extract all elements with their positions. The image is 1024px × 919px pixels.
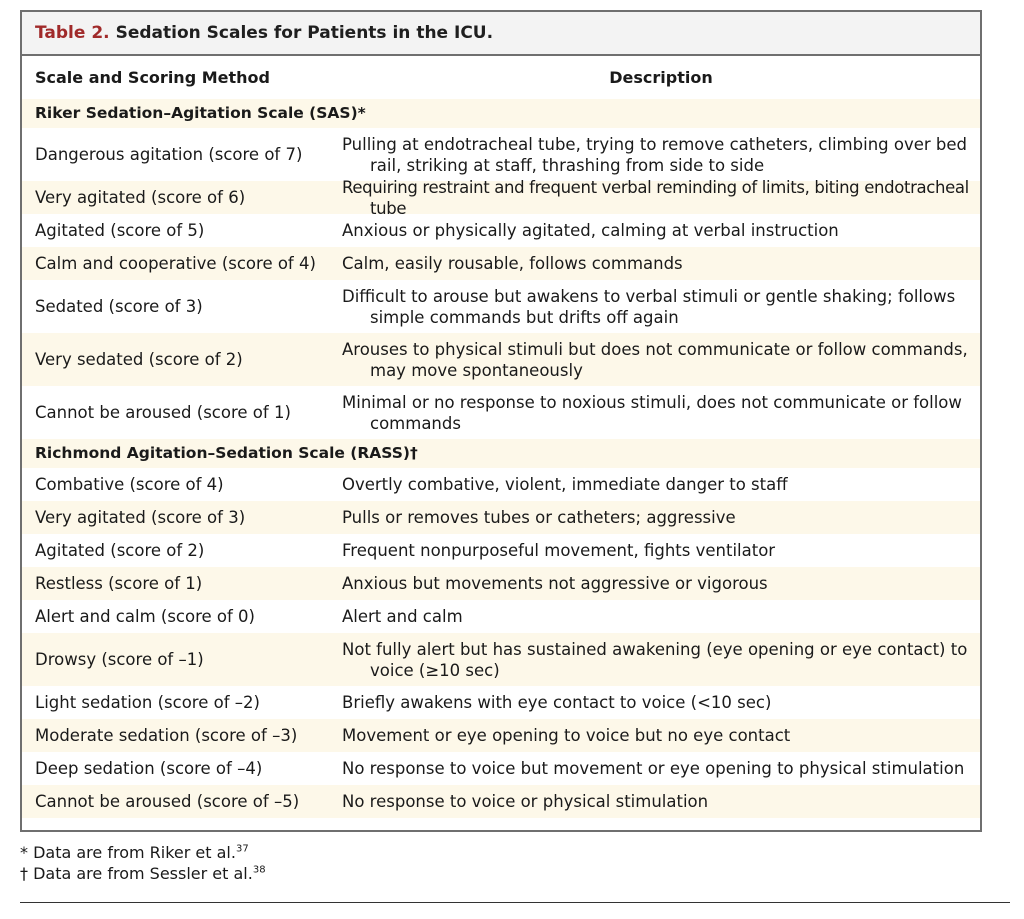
scale-cell: Drowsy (score of –1) (35, 650, 204, 669)
table-row (22, 567, 980, 600)
scale-cell: Agitated (score of 5) (35, 221, 205, 240)
table-row (22, 177, 980, 218)
footnote-sessler (20, 863, 266, 884)
section-header-sas: Riker Sedation–Agitation Scale (SAS)* (22, 99, 980, 128)
bottom-divider (20, 902, 1010, 903)
scale-cell: Combative (score of 4) (35, 475, 224, 494)
scale-cell: Agitated (score of 2) (35, 541, 205, 560)
scale-cell: Very agitated (score of 6) (35, 188, 246, 207)
description-cell: Anxious or physically agitated, calming at verbal instruction (342, 221, 839, 240)
description-cell: Pulling at endotracheal tube, trying to remove catheters, climbing over bed rail, striking at staff, thrashing from side to side (342, 134, 968, 175)
table-row (22, 333, 980, 386)
description-cell: Arouses to physical stimuli but does not communicate or follow commands, may move spontaneously (342, 339, 968, 380)
table-row (22, 386, 980, 439)
sedation-scales-table (20, 10, 982, 832)
description-cell: Not fully alert but has sustained awakening (eye opening or eye contact) to voice (≥10 sec) (342, 639, 968, 680)
scale-cell: Cannot be aroused (score of –5) (35, 792, 300, 811)
footnote-text: * Data are from Riker et al. (20, 843, 236, 862)
scale-cell: Alert and calm (score of 0) (35, 607, 255, 626)
table-row (22, 501, 980, 534)
table-row (22, 633, 980, 686)
description-cell: Minimal or no response to noxious stimuli, does not communicate or follow commands (342, 392, 962, 433)
description-cell: No response to voice but movement or eye opening to physical stimulation (342, 759, 965, 778)
description-cell: Calm, easily rousable, follows commands (342, 254, 683, 273)
scale-cell: Deep sedation (score of –4) (35, 759, 263, 778)
table-caption (22, 12, 980, 56)
table-row (22, 600, 980, 633)
column-header-row (22, 56, 980, 99)
table-row (22, 686, 980, 719)
description-cell: Briefly awakens with eye contact to voice (<10 sec) (342, 693, 772, 712)
column-header-scale: Scale and Scoring Method (35, 68, 270, 87)
footnote-riker (20, 842, 266, 863)
scale-cell: Moderate sedation (score of –3) (35, 726, 298, 745)
footnote-text: † Data are from Sessler et al. (20, 864, 253, 883)
description-cell: Frequent nonpurposeful movement, fights ventilator (342, 541, 776, 560)
scale-cell: Sedated (score of 3) (35, 297, 203, 316)
table-title: Sedation Scales for Patients in the ICU. (115, 23, 494, 43)
table-row (22, 785, 980, 818)
description-cell: Anxious but movements not aggressive or vigorous (342, 574, 768, 593)
table-row (22, 534, 980, 567)
scale-cell: Calm and cooperative (score of 4) (35, 254, 316, 273)
scale-cell: Cannot be aroused (score of 1) (35, 403, 291, 422)
scale-cell: Very agitated (score of 3) (35, 508, 246, 527)
section-header-rass: Richmond Agitation–Sedation Scale (RASS)† (22, 439, 980, 468)
footnotes (20, 842, 266, 884)
description-cell: Difficult to arouse but awakens to verbal stimuli or gentle shaking; follows simple commands but drifts off again (342, 286, 956, 327)
scale-cell: Dangerous agitation (score of 7) (35, 145, 303, 164)
scale-cell: Restless (score of 1) (35, 574, 203, 593)
description-cell: Pulls or removes tubes or catheters; aggressive (342, 508, 736, 527)
scale-cell: Very sedated (score of 2) (35, 350, 243, 369)
table-row (22, 247, 980, 280)
table-label: Table 2. (35, 23, 110, 43)
description-cell: Overtly combative, violent, immediate danger to staff (342, 475, 788, 494)
scale-cell: Light sedation (score of –2) (35, 693, 260, 712)
table-row (22, 719, 980, 752)
table-row (22, 468, 980, 501)
description-cell: No response to voice or physical stimulation (342, 792, 709, 811)
table-row (22, 214, 980, 247)
description-cell: Movement or eye opening to voice but no eye contact (342, 726, 791, 745)
footnote-reference: 37 (235, 843, 249, 855)
description-cell: Alert and calm (342, 607, 463, 626)
table-row (22, 128, 980, 181)
footnote-reference: 38 (252, 864, 266, 876)
table-row (22, 280, 980, 333)
column-header-description: Description (609, 68, 713, 87)
description-cell: Requiring restraint and frequent verbal reminding of limits, biting endotracheal tube (342, 177, 969, 218)
table-row (22, 752, 980, 785)
